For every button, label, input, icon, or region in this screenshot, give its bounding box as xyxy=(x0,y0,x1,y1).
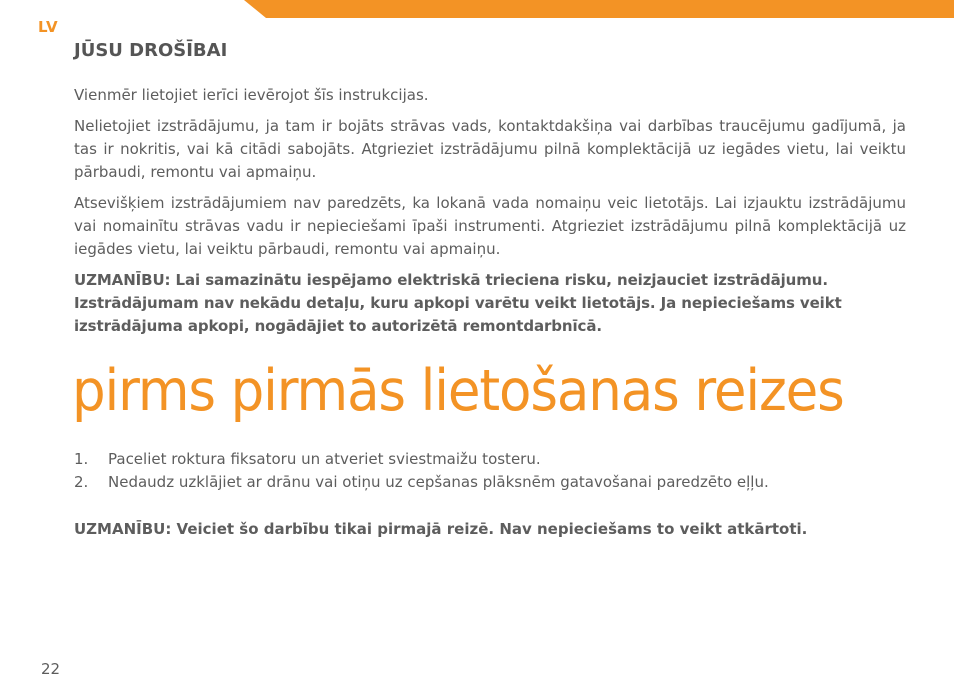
safety-warning: UZMANĪBU: Lai samazinātu iespējamo elektriskā trieciena risku, neizjauciet izstrādājumu. Izstrādājumam nav nekādu detaļu, kuru apkopi varētu veikt lietotājs. Ja nepieciešams veikt izstrādājuma apkopi, nogādājiet to autorizētā remontdarbnīcā. xyxy=(74,271,842,335)
language-label: LV xyxy=(38,18,59,36)
safety-paragraph-2: Nelietojiet izstrādājumu, ja tam ir bojāts strāvas vads, kontaktdakšiņa vai darbības traucējumu gadījumā, ja tas ir nokritis, vai kā citādi sabojāts. Atgrieziet izstrādājumu pilnā komplektācijā uz iegādes vietu, lai veiktu pārbaudi, remontu vai apmaiņu. xyxy=(74,117,906,181)
step-text: Nedaudz uzklājiet ar drānu vai otiņu uz cepšanas plāksnēm gatavošanai paredzēto eļļu. xyxy=(108,473,769,491)
list-item xyxy=(74,448,906,471)
first-use-steps xyxy=(74,448,906,494)
safety-section xyxy=(74,84,906,346)
first-use-warning: UZMANĪBU: Veiciet šo darbību tikai pirmajā reizē. Nav nepieciešams to veikt atkārtoti. xyxy=(74,520,808,538)
list-item xyxy=(74,471,906,494)
safety-paragraph-3: Atsevišķiem izstrādājumiem nav paredzēts, ka lokanā vada nomaiņu veic lietotājs. Lai izjauktu izstrādājumu vai nomainītu strāvas vadu ir nepieciešami īpaši instrumenti. Atgrieziet izstrādājumu pilnā komplektācijā uz iegādes vietu, lai veiktu pārbaudi, remontu vai apmaiņu. xyxy=(74,194,906,258)
page-number: 22 xyxy=(41,660,61,678)
header-accent-bar xyxy=(244,0,954,18)
safety-paragraph-1: Vienmēr lietojiet ierīci ievērojot šīs instrukcijas. xyxy=(74,86,429,104)
safety-heading: JŪSU DROŠĪBAI xyxy=(74,40,228,61)
step-number: 2. xyxy=(74,473,89,491)
step-number: 1. xyxy=(74,450,89,468)
first-use-heading: pirms pirmās lietošanas reizes xyxy=(72,358,844,424)
step-text: Paceliet roktura fiksatoru un atveriet sviestmaižu tosteru. xyxy=(108,450,541,468)
